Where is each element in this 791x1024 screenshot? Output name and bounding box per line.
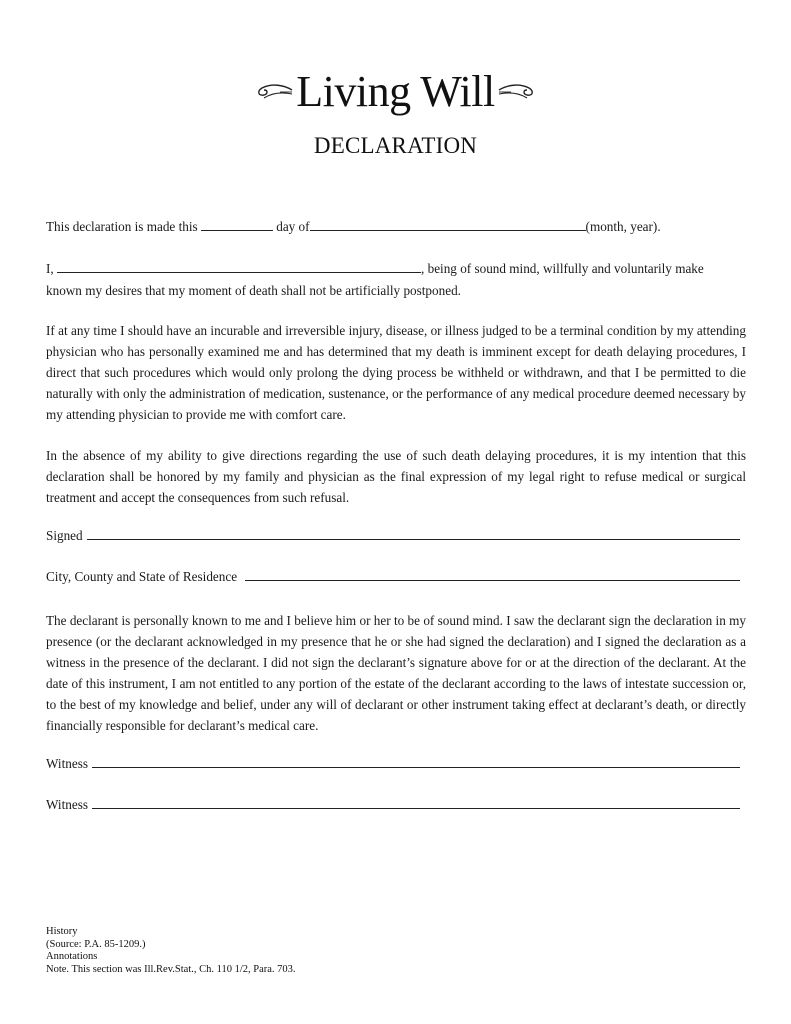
paragraph-terminal-condition: If at any time I should have an incurable and irreversible injury, disease, or illness judged to be a terminal condition by my attending physician who has personally examined me and has determined that my death is imminent except for death delaying procedures, I direct that such procedures which would only prolong the dying process be withheld or withdrawn, and that I be permitted to die naturally with only the administration of medication, sustenance, or the performance of any medical procedure deemed necessary by my attending physician to provide me with comfort care. xyxy=(46,323,746,422)
page-subtitle: DECLARATION xyxy=(313,133,478,158)
witness-1-blank-field[interactable] xyxy=(92,756,740,768)
residence-blank-field[interactable] xyxy=(245,569,740,581)
date-line-suffix: (month, year). xyxy=(585,219,661,234)
date-line-middle: day of xyxy=(276,219,310,234)
witness-2-blank-field[interactable] xyxy=(92,797,740,809)
paragraph-witness-statement: The declarant is personally known to me and I believe him or her to be of sound mind. I saw the declarant sign the declaration in my presence (or the declarant acknowledged in my presence that he or she had signed the declaration) and I signed the declaration as a witness in the presence of the declarant. I did not sign the declarant’s signature above for or at the direction of the declarant. At the date of this instrument, I am not entitled to any portion of the estate of the declarant according to the laws of intestate succession or, to the best of my knowledge and belief, under any will of declarant or other instrument taking effect at declarant’s death, or directly financially responsible for declarant’s medical care. xyxy=(46,613,746,733)
name-line-prefix: I, xyxy=(46,261,54,276)
declaration-date-line xyxy=(46,216,746,237)
declarant-name-blank-field[interactable] xyxy=(57,259,421,273)
name-line-continued: known my desires that my moment of death shall not be artificially postponed. xyxy=(46,283,461,298)
signed-blank-field[interactable] xyxy=(87,528,740,540)
witness-row-1 xyxy=(46,756,740,772)
residence-row xyxy=(46,569,740,585)
history-footer xyxy=(46,926,296,976)
flourish-left-icon xyxy=(254,81,294,103)
witness-row-2 xyxy=(46,797,740,813)
month-year-blank-field[interactable] xyxy=(310,217,586,231)
declarant-name-line xyxy=(46,258,746,279)
footer-history: History xyxy=(46,926,78,937)
date-line-prefix: This declaration is made this xyxy=(46,219,198,234)
name-line-suffix: , being of sound mind, willfully and voluntarily make xyxy=(421,261,704,276)
flourish-right-icon xyxy=(497,81,537,103)
day-blank-field[interactable] xyxy=(201,217,273,231)
residence-label: City, County and State of Residence xyxy=(46,569,238,584)
signed-label: Signed xyxy=(46,528,83,543)
signed-row xyxy=(46,528,740,544)
paragraph-absence-of-ability: In the absence of my ability to give directions regarding the use of such death delaying procedures, it is my intention that this declaration shall be honored by my family and physician as the final expression of my legal right to refuse medical or surgical treatment and accept the consequences from such refusal. xyxy=(46,448,746,505)
page-title: Living Will xyxy=(296,67,495,116)
footer-source: (Source: P.A. 85-1209.) xyxy=(46,938,146,950)
footer-annotations: Annotations xyxy=(46,951,98,962)
title-block xyxy=(0,66,791,118)
witness-label-2: Witness xyxy=(46,797,88,812)
footer-note: Note. This section was Ill.Rev.Stat., Ch. 110 1/2, Para. 703. xyxy=(46,963,296,975)
witness-label-1: Witness xyxy=(46,756,88,771)
